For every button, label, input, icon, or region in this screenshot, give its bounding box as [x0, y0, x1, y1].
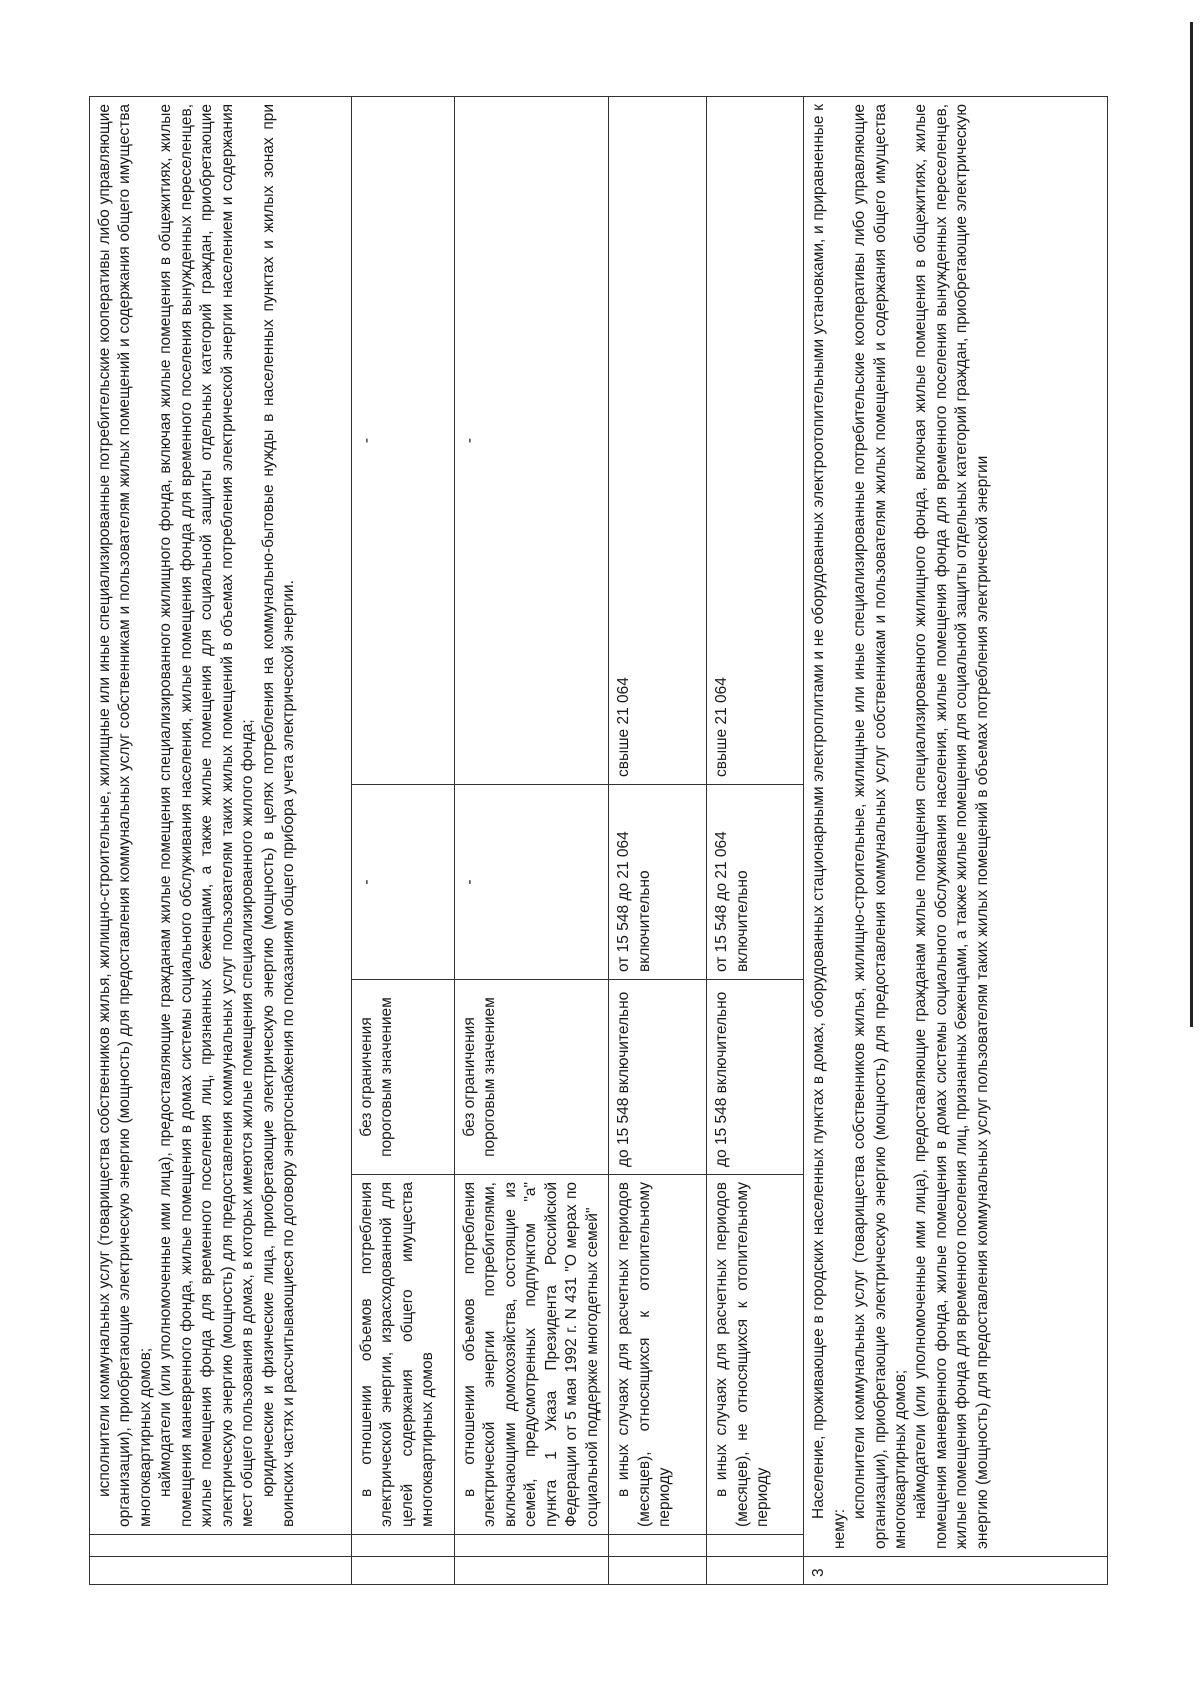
- threshold-2: -: [352, 785, 455, 980]
- label-cell: [609, 1535, 707, 1557]
- threshold-2: от 15 548 до 21 064 включительно: [609, 785, 707, 980]
- threshold-1: без ограничения пороговым значением: [455, 980, 609, 1175]
- threshold-1: до 15 548 включительно: [609, 980, 707, 1175]
- threshold-2: от 15 548 до 21 064 включительно: [707, 785, 804, 980]
- row-number-cell: [707, 1557, 804, 1585]
- scan-edge-line: [1190, 22, 1193, 1027]
- table-row: [90, 96, 352, 1584]
- threshold-2: -: [455, 785, 609, 980]
- threshold-3: -: [455, 96, 609, 784]
- intro-paragraph: исполнители коммунальных услуг (товарищества собственников жилья, жилищно-строительные, жилищные или иные специализированные потребительские кооперативы либо управляющие организации), приобретающие электрическую энергию (мощность) для предоставления коммунальных услуг собственникам и пользователям жилых помещений и содержания общего имущества многоквартирных домов;: [96, 103, 154, 1527]
- row-number-cell: [352, 1557, 455, 1585]
- row-number-cell: [90, 1557, 352, 1585]
- sub-description-text: в отношении объемов потребления электрической энергии потребителями, включающими домохозяйства, состоящие из семей, предусмотренных подпунктом "а" пункта 1 Указа Президента Российской Федерации от 5 мая 1992 г. N 431 "О мерах по социальной поддержке многодетных семей": [461, 1182, 601, 1527]
- table-row: [804, 96, 1108, 1584]
- sub-description: [609, 1175, 707, 1535]
- sub-description-text: в отношении объемов потребления электрической энергии, израсходованной для целей содержания общего имущества многоквартирных домов: [358, 1182, 437, 1527]
- row3-text-cell: [804, 96, 1108, 1556]
- intro-paragraph: юридические и физические лица, приобретающие электрическую энергию (мощность) в целях потребления на коммунально-бытовые нужды в населенных пунктах и жилых зонах при воинских частях и рассчитывающиеся по договору энергоснабжения по показаниям общего прибора учета электрической энергии.: [259, 103, 298, 1527]
- intro-paragraph: наймодатели (или уполномоченные ими лица), предоставляющие гражданам жилые помещения специализированного жилищного фонда, включая жилые помещения в общежитиях, жилые помещения маневренного фонда, жилые помещения в домах системы социального обслуживания населения, жилые помещения фонда для временного поселения вынужденных переселенцев, жилые помещения фонда для временного поселения лиц, признанных беженцами, а также жилые помещения для социальной защиты отдельных категорий граждан, приобретающие электрическую энергию (мощность) для предоставления коммунальных услуг пользователям таких жилых помещений в объемах потребления электрической энергии населением и содержания мест общего пользования в домах, в которых имеются жилые помещения специализированного жилого фонда;: [157, 103, 257, 1527]
- row-number-cell: [609, 1557, 707, 1585]
- sub-description-text: в иных случаях для расчетных периодов (месяцев), не относящихся к отопительному периоду: [713, 1182, 772, 1527]
- tariff-table: [89, 96, 1108, 1585]
- label-cell: [707, 1535, 804, 1557]
- label-cell: [455, 1535, 609, 1557]
- rotated-page: [89, 97, 1105, 1585]
- table-row: [707, 96, 804, 1584]
- sub-description-text: в иных случаях для расчетных периодов (месяцев), относящихся к отопительному периоду: [615, 1182, 674, 1527]
- sub-description: [707, 1175, 804, 1535]
- sub-description: [455, 1175, 609, 1535]
- intro-text-cell: [90, 96, 352, 1534]
- threshold-1: без ограничения пороговым значением: [352, 980, 455, 1175]
- row3-paragraph: наймодатели (или уполномоченные ими лица), предоставляющие гражданам жилые помещения специализированного жилищного фонда, включая жилые помещения в общежитиях, жилые помещения маневренного фонда, жилые помещения в домах системы социального обслуживания населения, жилые помещения фонда для временного поселения вынужденных переселенцев, жилые помещения фонда для временного поселения лиц, признанных беженцами, а также жилые помещения для социальной защиты отдельных категорий граждан, приобретающие электрическую энергию (мощность) для предоставления коммунальных услуг пользователям таких жилых помещений в объемах потребления электрической энергии: [912, 103, 991, 1549]
- table-row: [455, 96, 609, 1584]
- label-cell: [90, 1535, 352, 1557]
- row-number-cell: [455, 1557, 609, 1585]
- table-row: [609, 96, 707, 1584]
- label-cell: [352, 1535, 455, 1557]
- sub-description: [352, 1175, 455, 1535]
- row-number: 3: [804, 1557, 1108, 1585]
- threshold-3: свыше 21 064: [609, 96, 707, 784]
- threshold-3: -: [352, 96, 455, 784]
- table-row: [352, 96, 455, 1584]
- threshold-3: свыше 21 064: [707, 96, 804, 784]
- row3-paragraph: исполнители коммунальных услуг (товарищества собственников жилья, жилищно-строительные, жилищные или иные специализированные потребительские кооперативы либо управляющие организации), приобретающие электрическую энергию (мощность) для предоставления коммунальных услуг собственникам и пользователям жилых помещений и содержания общего имущества многоквартирных домов;: [851, 103, 909, 1549]
- row3-paragraph: Население, проживающее в городских населенных пунктах в домах, оборудованных стационарными электроплитами и не оборудованных электроотопительными установками, и приравненные к нему:: [810, 103, 848, 1549]
- threshold-1: до 15 548 включительно: [707, 980, 804, 1175]
